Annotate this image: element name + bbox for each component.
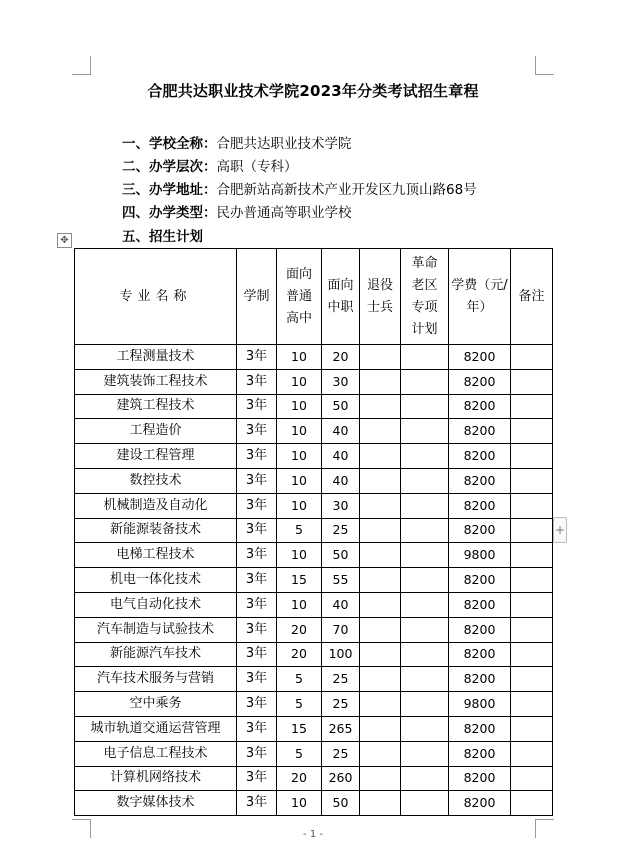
cell-tuition: 8200: [449, 444, 511, 469]
cell-veterans: [360, 766, 401, 791]
cell-notes: [511, 592, 553, 617]
cell-high-school: 10: [277, 419, 322, 444]
document-title: 合肥共达职业技术学院2023年分类考试招生章程: [147, 82, 479, 100]
cell-tuition: 8200: [449, 617, 511, 642]
table-row: [75, 642, 553, 667]
header-veterans: 退役士兵: [360, 249, 401, 345]
table-row: [75, 419, 553, 444]
cell-vocational: 70: [322, 617, 360, 642]
cell-veterans: [360, 741, 401, 766]
cell-notes: [511, 667, 553, 692]
cell-tuition: 8200: [449, 592, 511, 617]
info-label: 二、办学层次：: [122, 159, 217, 175]
info-label: 一、学校全称：: [122, 136, 217, 152]
cell-major: 新能源装备技术: [75, 518, 237, 543]
info-value: 民办普通高等职业学校: [216, 205, 352, 221]
cell-high-school: 10: [277, 369, 322, 394]
info-value: 合肥共达职业技术学院: [216, 136, 352, 152]
cell-major: 电梯工程技术: [75, 543, 237, 568]
cell-major: 数字媒体技术: [75, 791, 237, 816]
cell-notes: [511, 741, 553, 766]
cell-years: 3年: [237, 667, 277, 692]
cell-revolutionary: [401, 419, 449, 444]
cell-notes: [511, 692, 553, 717]
cell-major: 数控技术: [75, 468, 237, 493]
info-value: 合肥新站高新技术产业开发区九顶山路68号: [216, 182, 477, 198]
cell-revolutionary: [401, 766, 449, 791]
cell-years: 3年: [237, 791, 277, 816]
table-row: [75, 468, 553, 493]
table-row: [75, 617, 553, 642]
cell-notes: [511, 791, 553, 816]
cell-years: 3年: [237, 741, 277, 766]
cell-major: 机械制造及自动化: [75, 493, 237, 518]
table-row: [75, 692, 553, 717]
cell-veterans: [360, 444, 401, 469]
header-tuition: 学费（元/年）: [449, 249, 511, 345]
cell-veterans: [360, 692, 401, 717]
cell-notes: [511, 766, 553, 791]
cell-veterans: [360, 543, 401, 568]
cell-major: 汽车制造与试验技术: [75, 617, 237, 642]
cell-years: 3年: [237, 394, 277, 419]
cell-notes: [511, 369, 553, 394]
table-row: [75, 568, 553, 593]
table-row: [75, 667, 553, 692]
cell-vocational: 20: [322, 345, 360, 370]
cell-years: 3年: [237, 369, 277, 394]
cell-notes: [511, 394, 553, 419]
header-vocational: 面向中职: [322, 249, 360, 345]
cell-major: 建筑装饰工程技术: [75, 369, 237, 394]
cell-veterans: [360, 345, 401, 370]
cell-major: 建筑工程技术: [75, 394, 237, 419]
cell-major: 汽车技术服务与营销: [75, 667, 237, 692]
cell-high-school: 20: [277, 642, 322, 667]
table-row: [75, 741, 553, 766]
table-row: [75, 345, 553, 370]
cell-revolutionary: [401, 568, 449, 593]
cell-veterans: [360, 468, 401, 493]
cell-vocational: 265: [322, 716, 360, 741]
cell-veterans: [360, 667, 401, 692]
cell-revolutionary: [401, 592, 449, 617]
cell-revolutionary: [401, 791, 449, 816]
cell-tuition: 8200: [449, 394, 511, 419]
margin-corner-top-right: [535, 56, 554, 75]
table-header-row: [75, 249, 553, 345]
table-row: [75, 369, 553, 394]
cell-notes: [511, 419, 553, 444]
cell-veterans: [360, 369, 401, 394]
cell-vocational: 30: [322, 369, 360, 394]
cell-veterans: [360, 791, 401, 816]
cell-revolutionary: [401, 369, 449, 394]
cell-major: 电子信息工程技术: [75, 741, 237, 766]
cell-major: 城市轨道交通运营管理: [75, 716, 237, 741]
cell-veterans: [360, 518, 401, 543]
header-notes: 备注: [511, 249, 553, 345]
cell-revolutionary: [401, 617, 449, 642]
cell-years: 3年: [237, 766, 277, 791]
cell-vocational: 100: [322, 642, 360, 667]
table-row: [75, 791, 553, 816]
cell-veterans: [360, 642, 401, 667]
cell-years: 3年: [237, 592, 277, 617]
cell-major: 工程测量技术: [75, 345, 237, 370]
cell-high-school: 5: [277, 518, 322, 543]
cell-revolutionary: [401, 716, 449, 741]
cell-major: 电气自动化技术: [75, 592, 237, 617]
info-label: 三、办学地址：: [122, 182, 217, 198]
cell-years: 3年: [237, 444, 277, 469]
cell-vocational: 30: [322, 493, 360, 518]
table-row: [75, 493, 553, 518]
cell-years: 3年: [237, 716, 277, 741]
cell-high-school: 5: [277, 741, 322, 766]
header-high-school: 面向普通高中: [277, 249, 322, 345]
cell-tuition: 8200: [449, 568, 511, 593]
table-row: [75, 444, 553, 469]
cell-vocational: 25: [322, 518, 360, 543]
cell-vocational: 50: [322, 791, 360, 816]
cell-revolutionary: [401, 692, 449, 717]
cell-tuition: 8200: [449, 419, 511, 444]
cell-years: 3年: [237, 617, 277, 642]
cell-high-school: 10: [277, 592, 322, 617]
info-school-name: [122, 135, 352, 153]
cell-tuition: 8200: [449, 518, 511, 543]
header-major: 专业名称: [75, 249, 237, 345]
table-row: [75, 543, 553, 568]
table-row: [75, 518, 553, 543]
cell-revolutionary: [401, 642, 449, 667]
cell-tuition: 8200: [449, 468, 511, 493]
cell-high-school: 20: [277, 617, 322, 642]
cell-veterans: [360, 493, 401, 518]
cell-high-school: 15: [277, 716, 322, 741]
cell-high-school: 15: [277, 568, 322, 593]
cell-vocational: 40: [322, 419, 360, 444]
table-row: [75, 766, 553, 791]
cell-years: 3年: [237, 493, 277, 518]
info-enrollment-plan: [122, 228, 203, 246]
info-level: [122, 158, 298, 176]
info-label: 五、招生计划: [122, 229, 203, 245]
cell-notes: [511, 468, 553, 493]
cell-tuition: 8200: [449, 493, 511, 518]
table-row: [75, 394, 553, 419]
cell-revolutionary: [401, 468, 449, 493]
info-address: [122, 181, 477, 199]
cell-veterans: [360, 617, 401, 642]
page-number: - 1 -: [303, 829, 323, 840]
enrollment-plan-table: [74, 248, 553, 816]
cell-vocational: 25: [322, 667, 360, 692]
cell-revolutionary: [401, 543, 449, 568]
cell-years: 3年: [237, 642, 277, 667]
cell-notes: [511, 518, 553, 543]
cell-veterans: [360, 568, 401, 593]
cell-vocational: 50: [322, 394, 360, 419]
info-type: [122, 204, 352, 222]
cell-years: 3年: [237, 518, 277, 543]
cell-high-school: 10: [277, 543, 322, 568]
cell-tuition: 8200: [449, 741, 511, 766]
cell-notes: [511, 642, 553, 667]
cell-revolutionary: [401, 518, 449, 543]
cell-years: 3年: [237, 568, 277, 593]
cell-tuition: 8200: [449, 369, 511, 394]
cell-vocational: 260: [322, 766, 360, 791]
cell-tuition: 8200: [449, 791, 511, 816]
cell-revolutionary: [401, 741, 449, 766]
cell-notes: [511, 345, 553, 370]
cell-vocational: 25: [322, 741, 360, 766]
table-row: [75, 592, 553, 617]
add-column-icon[interactable]: +: [553, 517, 567, 543]
cell-major: 空中乘务: [75, 692, 237, 717]
cell-vocational: 40: [322, 444, 360, 469]
cell-vocational: 55: [322, 568, 360, 593]
cell-years: 3年: [237, 468, 277, 493]
cell-tuition: 8200: [449, 642, 511, 667]
cell-major: 工程造价: [75, 419, 237, 444]
cell-notes: [511, 617, 553, 642]
cell-high-school: 10: [277, 345, 322, 370]
cell-high-school: 10: [277, 394, 322, 419]
cell-vocational: 50: [322, 543, 360, 568]
cell-veterans: [360, 419, 401, 444]
cell-tuition: 8200: [449, 716, 511, 741]
cell-years: 3年: [237, 419, 277, 444]
cell-vocational: 25: [322, 692, 360, 717]
cell-major: 计算机网络技术: [75, 766, 237, 791]
cell-notes: [511, 568, 553, 593]
cell-notes: [511, 716, 553, 741]
cell-veterans: [360, 394, 401, 419]
cell-revolutionary: [401, 667, 449, 692]
info-label: 四、办学类型：: [122, 205, 217, 221]
header-years: 学制: [237, 249, 277, 345]
cell-tuition: 9800: [449, 692, 511, 717]
cell-high-school: 5: [277, 667, 322, 692]
cell-tuition: 8200: [449, 345, 511, 370]
cell-revolutionary: [401, 345, 449, 370]
cell-notes: [511, 493, 553, 518]
cell-revolutionary: [401, 394, 449, 419]
cell-veterans: [360, 716, 401, 741]
margin-corner-top-left: [72, 56, 91, 75]
cell-high-school: 20: [277, 766, 322, 791]
cell-high-school: 10: [277, 493, 322, 518]
cell-tuition: 8200: [449, 766, 511, 791]
cell-revolutionary: [401, 444, 449, 469]
cell-revolutionary: [401, 493, 449, 518]
cell-notes: [511, 543, 553, 568]
cell-high-school: 5: [277, 692, 322, 717]
cell-years: 3年: [237, 543, 277, 568]
info-value: 高职（专科）: [216, 159, 298, 175]
cell-major: 机电一体化技术: [75, 568, 237, 593]
cell-high-school: 10: [277, 791, 322, 816]
cell-major: 建设工程管理: [75, 444, 237, 469]
cell-high-school: 10: [277, 468, 322, 493]
cell-veterans: [360, 592, 401, 617]
cell-major: 新能源汽车技术: [75, 642, 237, 667]
cell-vocational: 40: [322, 592, 360, 617]
header-revolutionary: 革命老区专项计划: [401, 249, 449, 345]
cell-high-school: 10: [277, 444, 322, 469]
table-move-handle-icon[interactable]: ✥: [57, 233, 72, 248]
table-row: [75, 716, 553, 741]
cell-tuition: 8200: [449, 667, 511, 692]
cell-years: 3年: [237, 692, 277, 717]
cell-tuition: 9800: [449, 543, 511, 568]
cell-notes: [511, 444, 553, 469]
cell-vocational: 40: [322, 468, 360, 493]
cell-years: 3年: [237, 345, 277, 370]
